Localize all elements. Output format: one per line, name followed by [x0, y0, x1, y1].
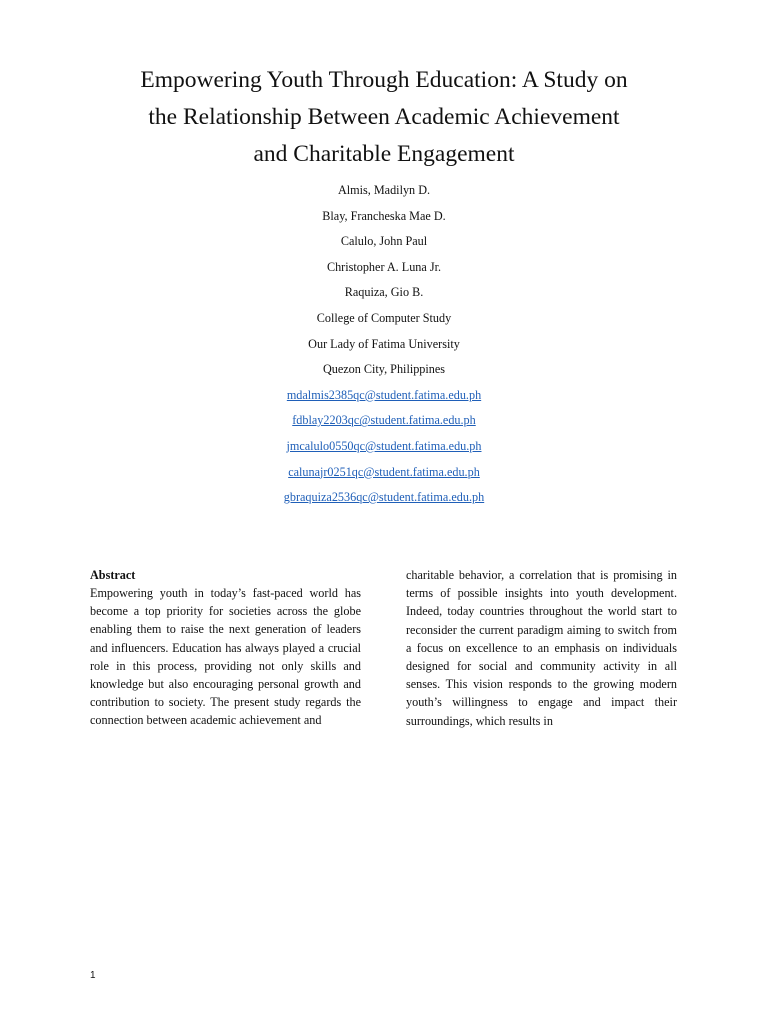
email-link[interactable]: fdblay2203qc@student.fatima.edu.ph: [292, 413, 476, 428]
email-link[interactable]: gbraquiza2536qc@student.fatima.edu.ph: [283, 490, 485, 505]
title-line: the Relationship Between Academic Achievement: [148, 104, 620, 130]
university-name: Our Lady of Fatima University: [308, 336, 460, 351]
author-name: Raquiza, Gio B.: [344, 285, 424, 300]
paper-title: [60, 62, 708, 173]
abstract-left-column: [90, 566, 361, 730]
college-name: College of Computer Study: [316, 310, 452, 325]
title-line: Empowering Youth Through Education: A Study on: [140, 67, 628, 93]
page-number: 1: [90, 970, 96, 981]
email-link[interactable]: jmcalulo0550qc@student.fatima.edu.ph: [286, 438, 482, 453]
author-block: [134, 181, 634, 514]
title-line: and Charitable Engagement: [253, 141, 515, 167]
abstract-right-column: [406, 566, 677, 730]
location: Quezon City, Philippines: [322, 362, 446, 377]
abstract-paragraph-continued: charitable behavior, a correlation that is promising in terms of possible insights into youth development. Indeed, today countries throughout the world start to reconsider the current paradigm aiming to switch from a focus on excellence to an emphasis on individuals designed for social and community activity in all senses. This vision responds to the growing modern youth’s willingness to engage and impact their surroundings, which results in: [406, 568, 677, 728]
abstract-paragraph: Empowering youth in today’s fast-paced world has become a top priority for societies across the globe enabling them to raise the next generation of leaders and influencers. Education has always played a crucial role in this process, providing not only skills and knowledge but also encouraging personal growth and contribution to society. The present study regards the connection between academic achievement and: [90, 586, 361, 728]
author-name: Blay, Francheska Mae D.: [322, 208, 446, 223]
email-link[interactable]: calunajr0251qc@student.fatima.edu.ph: [288, 464, 480, 479]
author-name: Almis, Madilyn D.: [337, 183, 431, 197]
email-link[interactable]: mdalmis2385qc@student.fatima.edu.ph: [286, 387, 482, 402]
abstract-heading: Abstract: [90, 568, 136, 582]
author-name: Christopher A. Luna Jr.: [326, 259, 442, 274]
author-name: Calulo, John Paul: [340, 234, 428, 249]
